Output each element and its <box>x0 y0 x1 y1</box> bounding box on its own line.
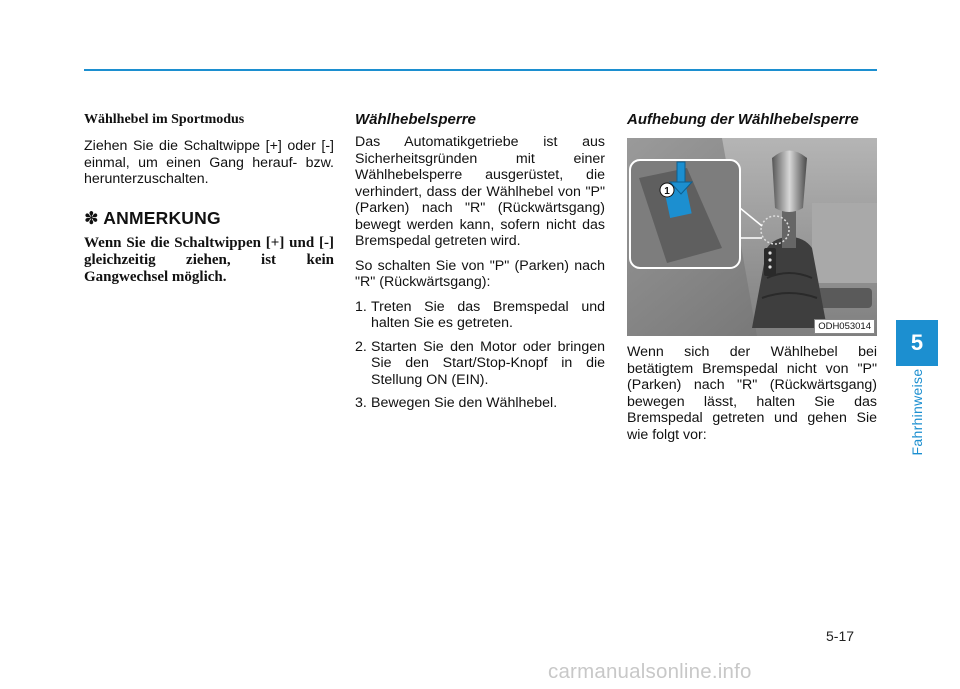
middle-column <box>355 108 605 419</box>
page-number: 5-17 <box>826 628 855 644</box>
shift-lock-release-text: Wenn sich der Wählhebel bei betätigtem Bremspedal nicht von "P" (Parken) nach "R" (Rückwärtsgang) bewegen lässt, halten Sie das Bremspedal getreten und gehen Sie wie folgt vor: <box>627 344 877 443</box>
step-number: 2. <box>355 338 367 355</box>
figure-code: ODH053014 <box>814 319 875 334</box>
sport-mode-text: Ziehen Sie die Schaltwippe [+] oder [-] einmal, um einen Gang herauf- bzw. herunterzuschalten. <box>84 138 334 187</box>
step-item <box>355 395 605 412</box>
chapter-label: Fahrhinweise <box>909 368 925 456</box>
note-heading: ✽ ANMERKUNG <box>84 207 221 228</box>
shift-lock-lead: So schalten Sie von "P" (Parken) nach "R" (Rückwärtsgang): <box>355 257 605 290</box>
note-text: Wenn Sie die Schaltwippen [+] und [-] gleichzeitig ziehen, ist kein Gangwechsel möglich. <box>84 234 334 285</box>
step-item <box>355 299 605 332</box>
step-item <box>355 339 605 389</box>
shift-lock-release-heading: Aufhebung der Wählhebelsperre <box>627 111 859 128</box>
shift-lock-intro: Das Automatikgetriebe ist aus Sicherheitsgründen mit einer Wählhebelsperre ausgerüstet, die verhindert, dass der Wählhebel von "P" (Parken) nach "R" (Rückwärtsgang) bewegt werden kann, sofern nicht das Bremspedal getreten wird. <box>355 134 605 249</box>
right-column <box>627 108 877 451</box>
watermark: carmanualsonline.info <box>548 660 752 683</box>
shift-lock-heading: Wählhebelsperre <box>355 111 476 128</box>
top-rule <box>84 69 877 71</box>
step-text: Treten Sie das Bremspedal und halten Sie es getreten. <box>371 298 605 331</box>
sport-mode-heading: Wählhebel im Sportmodus <box>84 112 245 127</box>
step-number: 3. <box>355 395 367 411</box>
step-number: 1. <box>355 298 367 315</box>
step-text: Bewegen Sie den Wählhebel. <box>371 395 558 411</box>
chapter-number-tab: 5 <box>896 320 938 366</box>
gear-selector-illustration <box>627 138 877 336</box>
left-column <box>84 108 334 286</box>
step-text: Starten Sie den Motor oder bringen Sie den Start/Stop-Knopf in die Stellung ON (EIN). <box>371 338 605 388</box>
gear-selector-figure <box>627 138 877 336</box>
callout-number: 1 <box>664 186 670 197</box>
